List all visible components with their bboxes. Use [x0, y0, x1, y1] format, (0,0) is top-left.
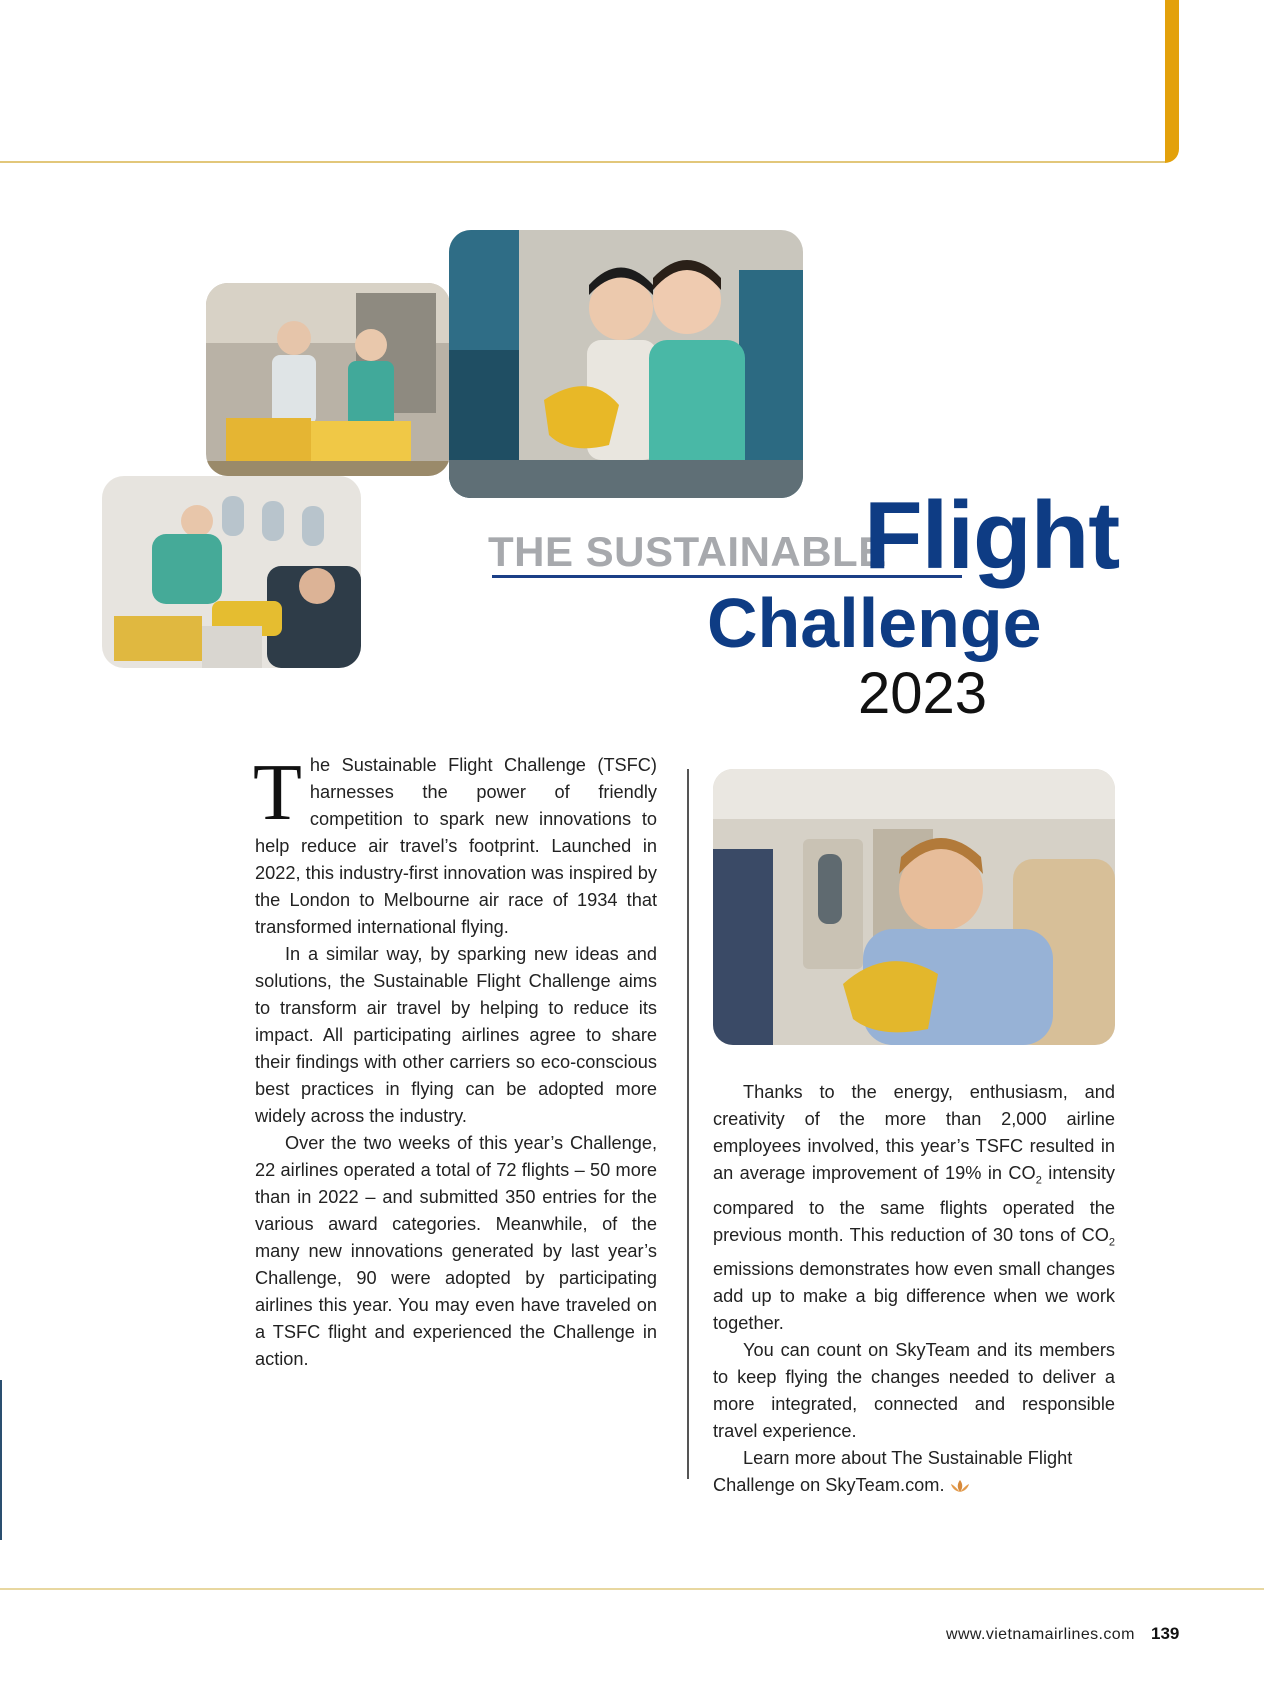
photo-seated-passenger	[713, 769, 1115, 1045]
drop-cap: T	[253, 749, 302, 837]
footer-rule	[0, 1588, 1264, 1590]
title-prefix: THE SUSTAINABLE	[488, 528, 887, 575]
page-edge-mark	[0, 1380, 2, 1540]
paragraph-text: Learn more about The Sustainable Flight Challenge on SkyTeam.com.	[713, 1448, 1073, 1496]
title-flight: Flight	[864, 482, 1120, 589]
title-challenge: Challenge	[707, 584, 1042, 662]
photo-crew-with-gifts	[206, 283, 450, 476]
lotus-icon	[948, 1479, 972, 1493]
paragraph	[253, 749, 657, 941]
photo-cabin-service	[102, 476, 361, 668]
subscript: 2	[1035, 1174, 1042, 1187]
photo-girl-with-attendant	[449, 230, 803, 498]
paragraph: In a similar way, by sparking new ideas and solutions, the Sustainable Flight Challenge aims to transform air travel by helping to reduce its impact. All participating airlines agree to share their findings with other carriers so eco-conscious best practices in flying can be adopted more widely across the industry.	[255, 944, 657, 1126]
header-rule	[0, 161, 1165, 163]
paragraph-text: emissions demonstrates how even small changes add up to make a big difference when we work together.	[713, 1259, 1115, 1334]
footer-url: www.vietnamairlines.com	[946, 1626, 1135, 1643]
page-number: 139	[1151, 1624, 1180, 1643]
paragraph-text: Thanks to the energy, enthusiasm, and creativity of the more than 2,000 airline employees involved, this year’s TSFC resulted in an average improvement of 19% in CO	[713, 1082, 1115, 1183]
paragraph-text: intensity compared to the same flights operated the previous month. This reduction of 30 tons of CO	[713, 1163, 1116, 1245]
article-right-column	[713, 1079, 1115, 1499]
paragraph: You can count on SkyTeam and its members to keep flying the changes needed to deliver a more integrated, connected and responsible travel experience.	[713, 1340, 1115, 1442]
header-accent-bar	[1165, 0, 1179, 163]
paragraph	[713, 1445, 1115, 1499]
paragraph-text: he Sustainable Flight Challenge (TSFC) harnesses the power of friendly competition to spark new innovations to help reduce air travel’s footprint. Launched in 2022, this industry-first innovation was inspired by the London to Melbourne air race of 1934 that transformed international flying.	[255, 755, 657, 937]
paragraph: Over the two weeks of this year’s Challenge, 22 airlines operated a total of 72 flights – 50 more than in 2022 – and submitted 350 entries for the various award categories. Meanwhile, of the many new innovations generated by last year’s Challenge, 90 were adopted by participating airlines this year. You may even have traveled on a TSFC flight and experienced the Challenge in action.	[255, 1133, 657, 1369]
title-year: 2023	[858, 661, 988, 726]
subscript: 2	[1108, 1236, 1115, 1249]
paragraph	[713, 1079, 1115, 1337]
article-left-column	[253, 749, 657, 1373]
column-divider	[687, 769, 689, 1479]
